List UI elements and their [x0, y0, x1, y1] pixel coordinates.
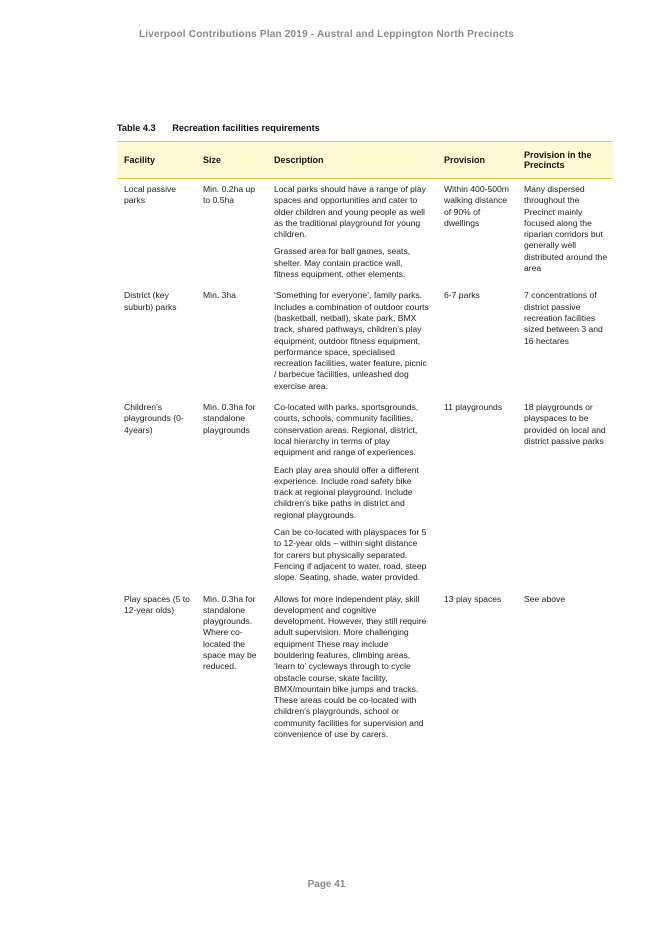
provision-cell: Within 400-500m walking distance of 90% of dwellings [444, 184, 509, 228]
column-header-facility: Facility [124, 154, 156, 165]
description-paragraph: Allows for more independent play, skill development and cognitive development. However, they still require adult supervision. More challenging equipment These may include bouldering features, climbing areas, ‘learn to’ cycleways through to cycle obstacle course, skate facility, BMX/mountain bike jumps and tracks. These areas could be co-located with children’s playgrounds, school or community facilities for supervision and convenience of use by carers. [274, 593, 427, 740]
description-paragraph: Can be co-located with playspaces for 5 to 12-year olds – within sight distance for carers but physically separated. Fencing if adjacent to water, road, steep slope. Seating, shade, water provided. [274, 527, 427, 583]
table-row [117, 179, 613, 286]
page-number: Page 41 [307, 879, 346, 890]
table-title: Recreation facilities requirements [172, 123, 320, 133]
recreation-facilities-table [117, 141, 613, 746]
provision-cell: 13 play spaces [444, 593, 502, 604]
description-cell [266, 290, 437, 398]
facility-cell: Children’s playgrounds (0-4years) [124, 402, 184, 435]
facility-cell: Play spaces (5 to 12-year olds) [124, 593, 190, 615]
column-header-size: Size [203, 154, 222, 165]
size-cell: Min. 0.3ha for standalone playgrounds. Where co-located the space may be reduced. [203, 593, 257, 672]
provision-cell: 11 playgrounds [444, 402, 503, 413]
table-row [117, 590, 613, 747]
description-cell [266, 594, 437, 747]
column-header-provision-precincts: Provision in the Precincts [524, 149, 592, 170]
description-paragraph: ‘Something for everyone’, family parks. Includes a combination of outdoor courts (basketball, netball), skate park, BMX track, shared pathways, children’s play equipment, outdoor fitness equipment, performance space, specialised recreation facilities, water feature, picnic / barbecue facilities, unleashed dog exercise area. [274, 290, 429, 391]
precincts-cell: Many dispersed throughout the Precinct mainly focused along the riparian corridors but generally well distributed around the area [524, 184, 608, 274]
precincts-cell: 7 concentrations of district passive recreation facilities sized between 3 and 16 hectares [524, 290, 603, 346]
provision-cell: 6-7 parks [444, 290, 480, 301]
description-cell [266, 402, 437, 589]
table-number: Table 4.3 [117, 123, 156, 133]
precincts-cell: See above [524, 593, 566, 604]
table-row [117, 286, 613, 398]
description-paragraph: Co-located with parks, sportsgrounds, courts, schools, community facilities, conservation areas. Regional, district, local hierarchy in terms of play equipment and range of experiences. [274, 402, 419, 458]
table-caption [117, 123, 320, 133]
description-paragraph: Each play area should offer a different experience. Include road safety bike track at regional playground. Include children’s bike paths in district and regional playgrounds. [274, 464, 419, 520]
description-cell [266, 184, 437, 286]
column-header-description: Description [274, 154, 324, 165]
facility-cell: Local passive parks [124, 184, 177, 206]
facility-cell: District (key suburb) parks [124, 290, 177, 312]
size-cell: Min. 0.3ha for standalone playgrounds [203, 402, 256, 435]
column-header-provision: Provision [444, 154, 486, 165]
description-paragraph: Local parks should have a range of play spaces and opportunities and cater to older children and young people as well as the traditional playground for young children. [274, 184, 426, 240]
table-header-row [117, 141, 613, 179]
page-header: Liverpool Contributions Plan 2019 - Austral and Leppington North Precincts [138, 29, 515, 40]
description-paragraph: Grassed area for ball games, seats, shelter. May contain practice wall, fitness equipment, other elements. [274, 246, 411, 280]
precincts-cell: 18 playgrounds or playspaces to be provided on local and district passive parks [524, 402, 606, 446]
table-row [117, 398, 613, 589]
size-cell: Min. 3ha [203, 290, 236, 301]
size-cell: Min. 0.2ha up to 0.5ha [203, 184, 256, 206]
